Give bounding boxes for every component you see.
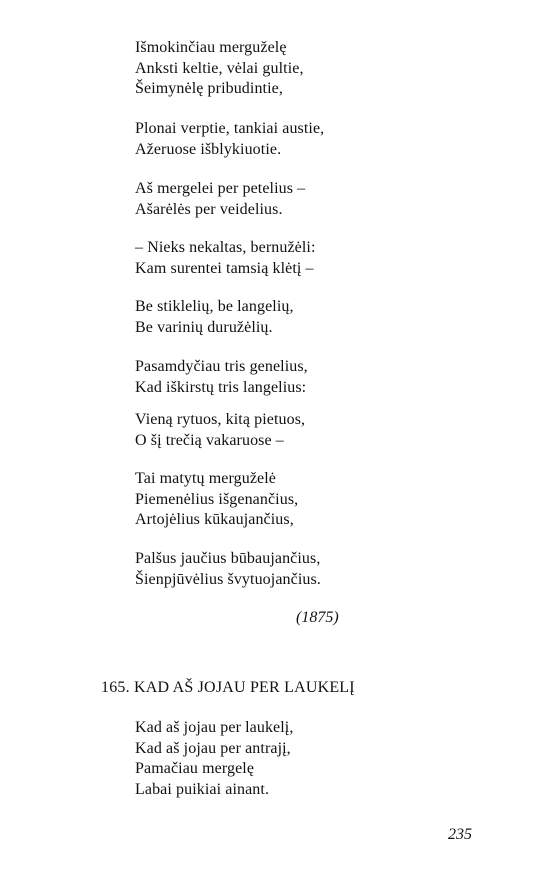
verse-line: Kam surentei tamsią klėtį –	[135, 259, 314, 277]
verse-line: Kad aš jojau per antrajį,	[135, 739, 291, 757]
page-number: 235	[448, 826, 472, 843]
stanza-8	[135, 469, 455, 531]
verse-line: Vieną rytuos, kitą pietuos,	[135, 411, 306, 428]
stanza-2	[135, 119, 455, 160]
verse-line: Aš mergelei per petelius –	[135, 180, 306, 197]
verse-line: Ašarėlės per veidelius.	[135, 200, 283, 218]
stanza-1	[135, 38, 455, 100]
verse-line: Kad aš jojau per laukelį,	[135, 719, 294, 736]
verse-line: Kad iškirstų tris langelius:	[135, 378, 307, 396]
verse-line: Tai matytų merguželė	[135, 470, 276, 487]
verse-line: Išmokinčiau merguželę	[135, 39, 287, 56]
verse-line: Pamačiau mergelę	[135, 760, 255, 777]
verse-line: Palšus jaučius būbaujančius,	[135, 550, 321, 567]
verse-line: Piemenėlius išgenančius,	[135, 490, 299, 508]
verse-line: Pasamdyčiau tris genelius,	[135, 358, 308, 375]
verse-line: O šį trečią vakaruose –	[135, 431, 284, 449]
verse-line: Plonai verptie, tankiai austie,	[135, 120, 325, 137]
verse-line: – Nieks nekaltas, bernužėli:	[135, 239, 316, 256]
stanza-5	[135, 297, 455, 338]
stanza-6	[135, 357, 455, 398]
next-poem-stanza	[135, 718, 455, 800]
verse-line: Ažeruose išblykiuotie.	[135, 140, 282, 158]
verse-line: Šeimynėlę pribudintie,	[135, 80, 283, 97]
verse-line: Labai puikiai ainant.	[135, 780, 270, 798]
stanza-7	[135, 410, 455, 451]
verse-line: Anksti keltie, vėlai gultie,	[135, 59, 304, 77]
stanza-9	[135, 549, 455, 590]
poem-heading: 165. KAD AŠ JOJAU PER LAUKELĮ	[101, 679, 355, 696]
poem-year: (1875)	[296, 609, 339, 626]
stanza-4	[135, 238, 455, 279]
verse-line: Šienpjūvėlius švytuojančius.	[135, 570, 321, 588]
verse-line: Be varinių duružėlių.	[135, 318, 273, 336]
verse-line: Be stiklelių, be langelių,	[135, 298, 294, 315]
verse-line: Artojėlius kūkaujančius,	[135, 511, 294, 528]
stanza-3	[135, 179, 455, 220]
